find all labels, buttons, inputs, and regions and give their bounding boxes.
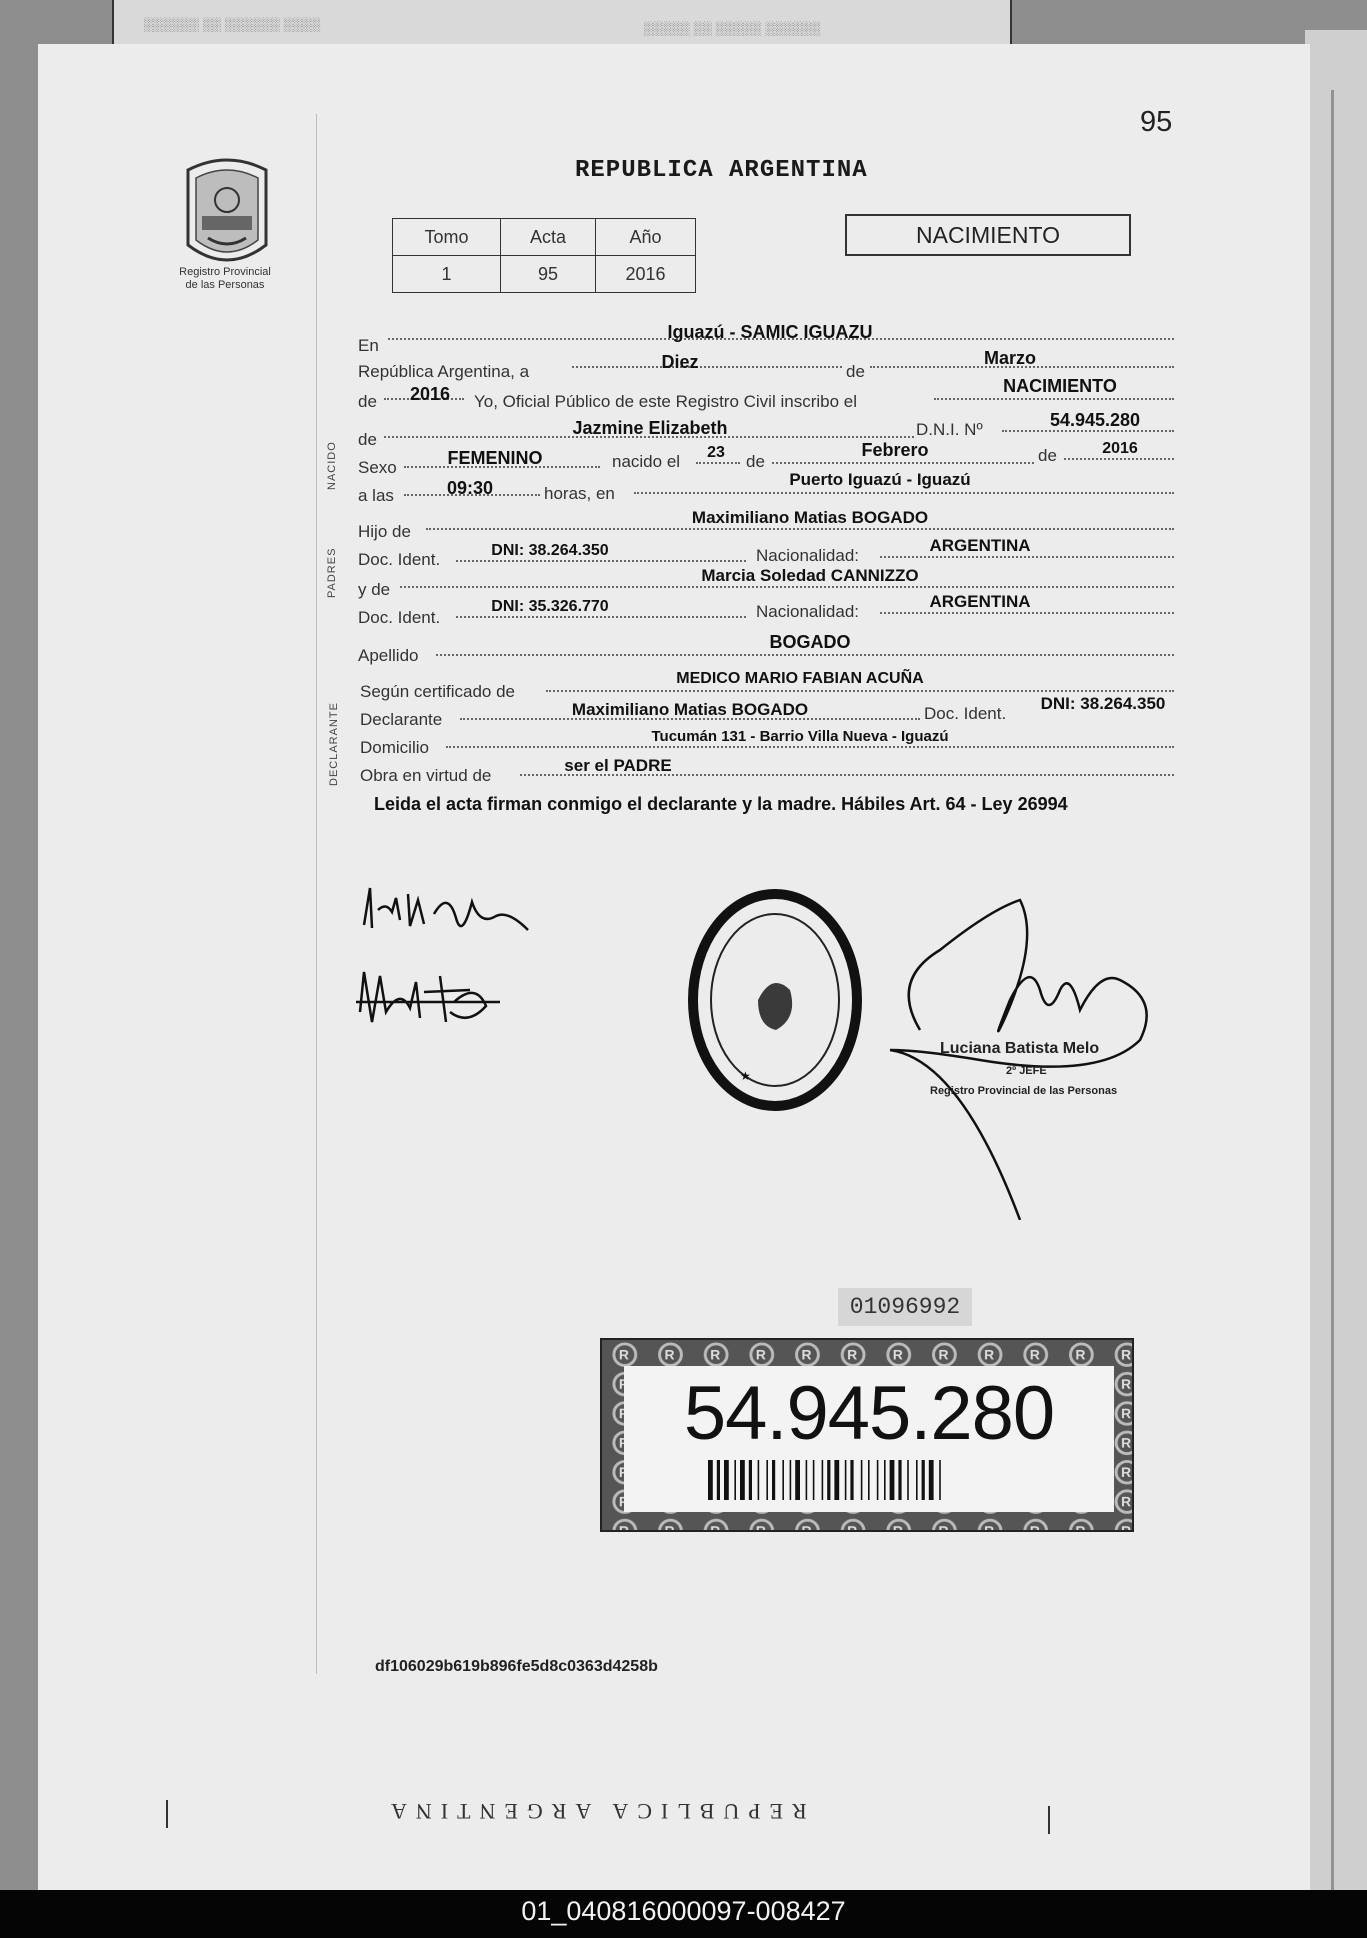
seal-caption-line-1: Registro Provincial xyxy=(179,266,271,278)
underlying-sheet-text-left: ░░░░ ░░░░░░ ░░ ░░░░░░ xyxy=(144,18,321,33)
fill-line xyxy=(772,462,1034,464)
serial-number: 01096992 xyxy=(838,1288,972,1326)
bottom-tick-left xyxy=(166,1800,168,1828)
label-declarante: Declarante xyxy=(360,710,443,729)
value-father-nationality: ARGENTINA xyxy=(929,536,1031,555)
fill-line xyxy=(934,398,1174,400)
label-dni: D.N.I. Nº xyxy=(916,420,983,439)
declarant-signature-icon xyxy=(356,880,536,950)
value-certificate: MEDICO MARIO FABIAN ACUÑA xyxy=(676,670,924,687)
value-mother-nationality: ARGENTINA xyxy=(929,592,1031,611)
label-father-nationality: Nacionalidad: xyxy=(756,546,860,565)
value-declarant-name: Maximiliano Matias BOGADO xyxy=(571,700,809,719)
label-father-doc: Doc. Ident. xyxy=(358,550,441,569)
fill-line xyxy=(1064,458,1174,460)
label-mother-nationality: Nacionalidad: xyxy=(756,602,860,621)
fill-line xyxy=(456,616,746,618)
value-reason: ser el PADRE xyxy=(564,756,672,775)
fill-line xyxy=(400,586,1174,588)
value-year: 2016 xyxy=(409,384,451,404)
fill-line xyxy=(634,492,1174,494)
label-republica: República Argentina, a xyxy=(358,362,530,381)
value-birth-place: Puerto Iguazú - Iguazú xyxy=(789,470,971,489)
value-surname: BOGADO xyxy=(769,632,851,652)
fill-line xyxy=(546,690,1174,692)
label-y-de: y de xyxy=(358,580,391,599)
value-birth-time: 09:30 xyxy=(446,478,494,498)
table-header-acta: Acta xyxy=(501,219,596,256)
value-month: Marzo xyxy=(983,348,1036,368)
dni-sticker-number: 54.945.280 xyxy=(683,1371,1055,1456)
label-de-month: de xyxy=(846,362,865,381)
value-birth-year: 2016 xyxy=(1102,440,1138,457)
fill-line xyxy=(456,560,746,562)
table-cell-anio: 2016 xyxy=(596,256,696,293)
mother-signature-icon xyxy=(350,962,510,1042)
folio-number: 95 xyxy=(1140,106,1173,138)
value-birth-day: 23 xyxy=(707,444,725,461)
value-address: Tucumán 131 - Barrio Villa Nueva - Iguazú xyxy=(651,728,949,745)
label-yo-inscribo: Yo, Oficial Público de este Registro Civil inscribo el xyxy=(474,392,857,411)
official-stamp-icon xyxy=(680,880,870,1120)
dni-sticker-panel xyxy=(624,1366,1114,1512)
label-obra-en-virtud: Obra en virtud de xyxy=(360,766,492,785)
label-mother-doc: Doc. Ident. xyxy=(358,608,441,627)
value-place: Iguazú - SAMIC IGUAZU xyxy=(667,322,873,342)
value-birth-month: Febrero xyxy=(861,440,929,460)
fill-line xyxy=(880,612,1174,614)
value-day: Diez xyxy=(661,352,699,372)
inverted-republic-mark: REPUBLICA ARGENTINA xyxy=(382,1799,807,1824)
label-de-birth-year: de xyxy=(1038,446,1057,465)
document-hash: df106029b619b896fe5d8c0363d4258b xyxy=(375,1658,658,1675)
value-mother-name: Marcia Soledad CANNIZZO xyxy=(701,566,919,585)
seal-caption-line-2: de las Personas xyxy=(185,279,265,291)
page-title: REPUBLICA ARGENTINA xyxy=(575,157,868,184)
table-header-anio: Año xyxy=(596,219,696,256)
fill-line xyxy=(880,556,1174,558)
table-cell-acta: 95 xyxy=(501,256,596,293)
label-segun-certificado: Según certificado de xyxy=(360,682,515,701)
record-type-box: NACIMIENTO xyxy=(845,214,1131,256)
value-declarant-doc: DNI: 38.264.350 xyxy=(1040,694,1166,713)
section-label-nacido: NACIDO xyxy=(326,441,338,490)
label-horas-en: horas, en xyxy=(544,484,615,503)
label-de-year: de xyxy=(358,392,377,411)
section-label-declarante: DECLARANTE xyxy=(328,702,340,786)
label-hijo-de: Hijo de xyxy=(358,522,411,541)
table-cell-tomo: 1 xyxy=(393,256,501,293)
legal-note: Leida el acta firman conmigo el declarante y la madre. Hábiles Art. 64 - Ley 26994 xyxy=(374,794,1068,814)
official-role: 2º JEFE xyxy=(1006,1065,1047,1077)
label-en: En xyxy=(358,336,379,355)
fill-line xyxy=(426,528,1174,530)
value-mother-doc: DNI: 35.326.770 xyxy=(491,598,609,615)
value-father-doc: DNI: 38.264.350 xyxy=(491,542,609,559)
label-declarant-doc: Doc. Ident. xyxy=(924,704,1007,723)
barcode-icon xyxy=(708,1460,1030,1500)
label-nacido-el: nacido el xyxy=(612,452,681,471)
label-apellido: Apellido xyxy=(358,646,419,665)
bottom-tick-right xyxy=(1048,1806,1050,1834)
table-header-tomo: Tomo xyxy=(393,219,501,256)
adjacent-sheet xyxy=(1305,30,1367,1900)
registry-table xyxy=(392,218,696,293)
section-label-padres: PADRES xyxy=(326,547,338,598)
fill-line xyxy=(696,462,740,464)
value-sex: FEMENINO xyxy=(447,448,543,468)
dni-sticker xyxy=(600,1338,1134,1532)
seal-caption xyxy=(160,266,290,292)
label-de-name: de xyxy=(358,430,377,449)
value-father-name: Maximiliano Matias BOGADO xyxy=(691,508,929,527)
margin-rule xyxy=(316,114,320,1674)
underlying-sheet-text-right: ░░░░░░ ░░░░░ ░░ ░░░░░ xyxy=(644,22,821,37)
official-name: Luciana Batista Melo xyxy=(940,1040,1100,1057)
label-a-las: a las xyxy=(358,486,394,505)
label-domicilio: Domicilio xyxy=(360,738,429,757)
value-child-name: Jazmine Elizabeth xyxy=(572,418,728,438)
svg-text:★: ★ xyxy=(740,1069,751,1083)
footer-file-id: 01_040816000097-008427 xyxy=(521,1896,846,1926)
label-sexo: Sexo xyxy=(358,458,397,477)
fill-line xyxy=(436,654,1174,656)
fill-line xyxy=(446,746,1174,748)
value-child-dni: 54.945.280 xyxy=(1049,410,1141,430)
official-office: Registro Provincial de las Personas xyxy=(930,1085,1118,1097)
value-record-type: NACIMIENTO xyxy=(1003,376,1117,396)
label-de-birth-month: de xyxy=(746,452,765,471)
